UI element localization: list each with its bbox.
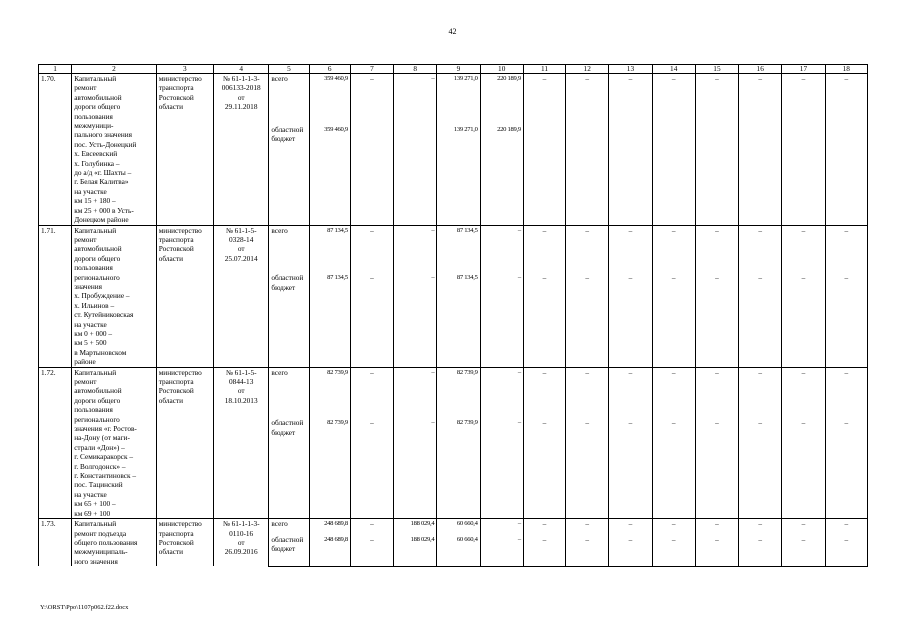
value-total: –	[566, 519, 609, 535]
value-total: –	[350, 367, 393, 418]
column-number: 7	[350, 65, 393, 74]
customer-org	[156, 225, 213, 367]
value-budget: –	[523, 418, 565, 518]
source-budget	[269, 125, 309, 225]
column-number: 3	[156, 65, 213, 74]
value-budget: 82 739,9	[437, 418, 480, 518]
object-name-line: на участке	[74, 489, 107, 499]
value-budget: –	[480, 535, 523, 566]
object-name-line: ремонт	[74, 83, 97, 93]
value-budget: –	[566, 273, 609, 367]
object-name-line: х. Голубинка –	[74, 158, 120, 168]
customer-org-line: министерство	[158, 74, 202, 83]
expertise-conclusion-line: от	[237, 386, 245, 396]
column-number: 11	[523, 65, 565, 74]
value-total: 139 271,0	[437, 74, 480, 125]
value-budget	[609, 125, 652, 225]
value-total: –	[523, 74, 565, 125]
value-total: –	[825, 74, 867, 125]
object-name-line: Донецком районе	[74, 215, 129, 225]
value-total: –	[523, 519, 565, 535]
object-name-line: г. Волгодонск» –	[74, 461, 126, 471]
value-budget	[394, 125, 437, 225]
customer-org-line: Ростовской	[158, 386, 194, 396]
column-number: 13	[609, 65, 652, 74]
table-row	[39, 225, 868, 273]
expertise-conclusion-line: 25.07.2014	[224, 253, 258, 263]
object-name-line: пользования	[74, 263, 113, 273]
value-budget: –	[652, 273, 695, 367]
value-budget: –	[523, 273, 565, 367]
file-path-footer: Y:\ORST\Ppo\1107p062.f22.docx	[40, 604, 129, 611]
customer-org	[156, 367, 213, 519]
program-table	[38, 64, 868, 567]
customer-org-line: министерство	[158, 225, 202, 235]
column-number-row	[39, 65, 868, 74]
customer-org	[156, 74, 213, 226]
object-name-line: страли «Дон») –	[74, 442, 125, 452]
customer-org-line: области	[158, 253, 184, 263]
value-total: –	[566, 225, 609, 273]
value-total: –	[566, 74, 609, 125]
value-budget: –	[739, 535, 782, 566]
value-total: –	[523, 225, 565, 273]
value-budget: 139 271,0	[437, 125, 480, 225]
value-total: 60 660,4	[437, 519, 480, 535]
object-name-line: регионального	[74, 272, 120, 282]
source-budget	[269, 273, 309, 367]
value-total: –	[739, 74, 782, 125]
expertise-conclusion	[214, 225, 269, 367]
expertise-conclusion-line: № 61-1-1-3-	[222, 519, 260, 529]
expertise-conclusion-line: 29.11.2018	[224, 102, 258, 112]
object-name-line: значения	[74, 281, 102, 291]
column-number: 15	[695, 65, 738, 74]
value-budget: –	[609, 418, 652, 518]
table-row	[39, 519, 868, 535]
expertise-conclusion-line: 0110-16	[229, 528, 254, 538]
value-total: –	[566, 367, 609, 418]
column-number: 18	[825, 65, 867, 74]
source-budget-line: бюджет	[271, 282, 296, 292]
object-name-line: в Мартыновском	[74, 347, 127, 357]
source-budget-line: бюджет	[271, 134, 296, 144]
object-name-line: на участке	[74, 319, 107, 329]
value-budget: –	[609, 273, 652, 367]
value-total: –	[609, 367, 652, 418]
customer-org-line: министерство	[158, 367, 202, 377]
object-name-line: ремонт подъезда	[74, 528, 127, 538]
value-budget: –	[480, 273, 523, 367]
source-budget-line: областной	[271, 124, 304, 134]
value-total: –	[480, 367, 523, 418]
value-budget: –	[394, 273, 437, 367]
value-budget	[782, 125, 825, 225]
customer-org-line: области	[158, 547, 184, 557]
source-total: всего	[269, 74, 309, 125]
value-total: –	[350, 74, 393, 125]
object-name-line: дороги общего	[74, 253, 121, 263]
value-budget	[523, 125, 565, 225]
object-name-line: х. Пробуждение –	[74, 291, 130, 301]
value-budget: –	[825, 273, 867, 367]
object-name-line: межмуници-	[74, 121, 114, 131]
object-name-line: км 0 + 000 –	[74, 328, 113, 338]
column-number: 4	[214, 65, 269, 74]
value-total: –	[695, 225, 738, 273]
value-budget: –	[825, 535, 867, 566]
value-total: –	[825, 519, 867, 535]
value-budget	[825, 125, 867, 225]
value-budget: –	[652, 418, 695, 518]
expertise-conclusion-line: 0844-13	[229, 377, 254, 386]
value-total: –	[652, 519, 695, 535]
value-budget: –	[782, 535, 825, 566]
value-budget: 87 134,5	[309, 273, 350, 367]
object-name-line: км 69 + 100	[74, 508, 111, 518]
value-total: –	[394, 225, 437, 273]
customer-org-line: Ростовской	[158, 92, 194, 102]
object-name-line: х. Ильинов –	[74, 300, 115, 310]
object-name-line: пользования	[74, 111, 113, 121]
value-budget: –	[609, 535, 652, 566]
row-number: 1.72.	[39, 367, 72, 519]
object-name-line: км 65 + 100 –	[74, 499, 116, 509]
value-total: 82 739,9	[309, 367, 350, 418]
value-total: –	[394, 74, 437, 125]
source-total: всего	[269, 519, 309, 535]
expertise-conclusion-line: № 61-1-1-3-	[222, 74, 260, 83]
source-budget-line: областной	[271, 418, 304, 428]
row-number: 1.73.	[39, 519, 72, 567]
value-total: 188 029,4	[394, 519, 437, 535]
object-name-line: пального значения	[74, 130, 133, 140]
expertise-conclusion-line: от	[237, 92, 245, 102]
value-total: –	[782, 519, 825, 535]
value-budget: 188 029,4	[394, 535, 437, 566]
customer-org-line: транспорта	[158, 528, 194, 538]
value-total: 359 460,9	[309, 74, 350, 125]
value-budget: –	[652, 535, 695, 566]
value-total: 220 189,9	[480, 74, 523, 125]
customer-org-line: транспорта	[158, 377, 194, 386]
source-budget-line: областной	[271, 273, 304, 283]
expertise-conclusion-line: № 61-1-5-	[225, 225, 257, 235]
object-name-line: км 5 + 500	[74, 338, 107, 348]
value-budget	[652, 125, 695, 225]
expertise-conclusion	[214, 74, 269, 226]
value-total: –	[480, 519, 523, 535]
column-number: 5	[269, 65, 309, 74]
object-name-line: регионального	[74, 414, 120, 424]
value-total: –	[652, 367, 695, 418]
column-number: 10	[480, 65, 523, 74]
value-budget: –	[825, 418, 867, 518]
value-budget: –	[566, 418, 609, 518]
object-name-line: г. Семикаракорск –	[74, 452, 134, 462]
page-number: 42	[448, 27, 457, 36]
value-budget: –	[350, 535, 393, 566]
object-name	[72, 225, 157, 367]
value-budget: –	[566, 535, 609, 566]
value-budget: –	[739, 273, 782, 367]
customer-org-line: Ростовской	[158, 244, 194, 254]
value-total: –	[394, 367, 437, 418]
value-total: –	[782, 367, 825, 418]
value-total: –	[609, 519, 652, 535]
customer-org-line: транспорта	[158, 234, 194, 244]
value-total: 248 689,8	[309, 519, 350, 535]
object-name-line: общего пользования	[74, 537, 138, 547]
value-total: –	[609, 74, 652, 125]
table-row	[39, 367, 868, 418]
value-budget	[566, 125, 609, 225]
value-total: 87 134,5	[437, 225, 480, 273]
value-budget: –	[695, 535, 738, 566]
customer-org-line: транспорта	[158, 83, 194, 93]
object-name-line: пользования	[74, 405, 113, 415]
expertise-conclusion	[214, 519, 269, 567]
expertise-conclusion-line: 0328-14	[229, 234, 254, 244]
value-total: –	[350, 225, 393, 273]
object-name	[72, 519, 157, 567]
object-name-line: Капитальный	[74, 367, 117, 377]
value-total: –	[609, 225, 652, 273]
value-budget	[695, 125, 738, 225]
value-budget: 220 189,9	[480, 125, 523, 225]
customer-org-line: Ростовской	[158, 537, 194, 547]
value-budget: 87 134,5	[437, 273, 480, 367]
value-total: –	[652, 74, 695, 125]
expertise-conclusion-line: 26.09.2016	[224, 547, 258, 557]
object-name-line: пос. Усть-Донецкий	[74, 139, 137, 149]
object-name-line: х. Евсеевский	[74, 149, 118, 159]
column-number: 17	[782, 65, 825, 74]
column-number: 16	[739, 65, 782, 74]
value-budget: 82 739,9	[309, 418, 350, 518]
object-name-line: значения «г. Ростов-	[74, 424, 137, 434]
customer-org-line: области	[158, 395, 184, 405]
object-name-line: ремонт	[74, 377, 97, 386]
value-budget: –	[782, 418, 825, 518]
value-total: –	[523, 367, 565, 418]
object-name-line: Капитальный	[74, 74, 117, 83]
value-total: –	[739, 519, 782, 535]
object-name-line: км 25 + 000 в Усть-	[74, 205, 134, 215]
row-number: 1.71.	[39, 225, 72, 367]
object-name-line: на-Дону (от маги-	[74, 433, 130, 443]
object-name-line: автомобильной	[74, 386, 122, 396]
column-number: 14	[652, 65, 695, 74]
source-budget-line: областной	[271, 534, 304, 544]
column-number: 1	[39, 65, 72, 74]
object-name-line: г. Белая Калитва»	[74, 177, 129, 187]
object-name-line: межмуниципаль-	[74, 547, 128, 557]
value-budget	[350, 125, 393, 225]
value-total: –	[782, 225, 825, 273]
source-total: всего	[269, 367, 309, 418]
column-number: 2	[72, 65, 157, 74]
value-total: –	[825, 225, 867, 273]
value-budget: 359 460,9	[309, 125, 350, 225]
column-number: 12	[566, 65, 609, 74]
value-total: –	[782, 74, 825, 125]
value-budget: –	[350, 273, 393, 367]
value-total: –	[739, 225, 782, 273]
value-budget: –	[782, 273, 825, 367]
value-budget: –	[695, 273, 738, 367]
value-total: –	[695, 74, 738, 125]
expertise-conclusion-line: от	[237, 537, 245, 547]
object-name-line: районе	[74, 357, 96, 367]
value-budget: –	[695, 418, 738, 518]
object-name-line: автомобильной	[74, 92, 122, 102]
value-total: –	[739, 367, 782, 418]
value-total: –	[695, 367, 738, 418]
source-total: всего	[269, 225, 309, 273]
object-name	[72, 74, 157, 226]
customer-org-line: области	[158, 102, 184, 112]
expertise-conclusion-line: № 61-1-5-	[225, 367, 257, 377]
source-budget-line: бюджет	[271, 427, 296, 437]
expertise-conclusion	[214, 367, 269, 519]
object-name-line: пос. Тацинский	[74, 480, 123, 490]
value-budget	[739, 125, 782, 225]
source-budget-line: бюджет	[271, 544, 296, 554]
source-budget	[269, 535, 309, 566]
value-total: –	[652, 225, 695, 273]
object-name-line: г. Константиновск –	[74, 471, 137, 481]
object-name-line: ремонт	[74, 234, 97, 244]
object-name-line: км 15 + 180 –	[74, 196, 116, 206]
value-budget: –	[394, 418, 437, 518]
value-budget: –	[480, 418, 523, 518]
object-name-line: ного значения	[74, 556, 118, 566]
value-budget: –	[523, 535, 565, 566]
object-name-line: до а/д «г. Шахты –	[74, 168, 132, 178]
value-budget: 60 660,4	[437, 535, 480, 566]
column-number: 9	[437, 65, 480, 74]
column-number: 8	[394, 65, 437, 74]
source-budget	[269, 418, 309, 518]
value-total: –	[480, 225, 523, 273]
value-total: –	[825, 367, 867, 418]
customer-org	[156, 519, 213, 567]
object-name-line: дороги общего	[74, 102, 121, 112]
object-name-line: Капитальный	[74, 519, 117, 529]
expertise-conclusion-line: от	[237, 244, 245, 254]
object-name-line: дороги общего	[74, 395, 121, 405]
value-budget: –	[350, 418, 393, 518]
value-total: 82 739,9	[437, 367, 480, 418]
object-name-line: ст. Кутейниковская	[74, 310, 134, 320]
value-total: –	[350, 519, 393, 535]
object-name-line: Капитальный	[74, 225, 117, 235]
row-number: 1.70.	[39, 74, 72, 226]
value-total: 87 134,5	[309, 225, 350, 273]
object-name-line: на участке	[74, 186, 107, 196]
value-budget: –	[739, 418, 782, 518]
value-budget: 248 689,8	[309, 535, 350, 566]
value-total: –	[695, 519, 738, 535]
column-number: 6	[309, 65, 350, 74]
customer-org-line: министерство	[158, 519, 202, 529]
table-row	[39, 74, 868, 125]
expertise-conclusion-line: 006133-2018	[221, 83, 261, 93]
object-name	[72, 367, 157, 519]
expertise-conclusion-line: 18.10.2013	[224, 395, 258, 405]
object-name-line: автомобильной	[74, 244, 122, 254]
